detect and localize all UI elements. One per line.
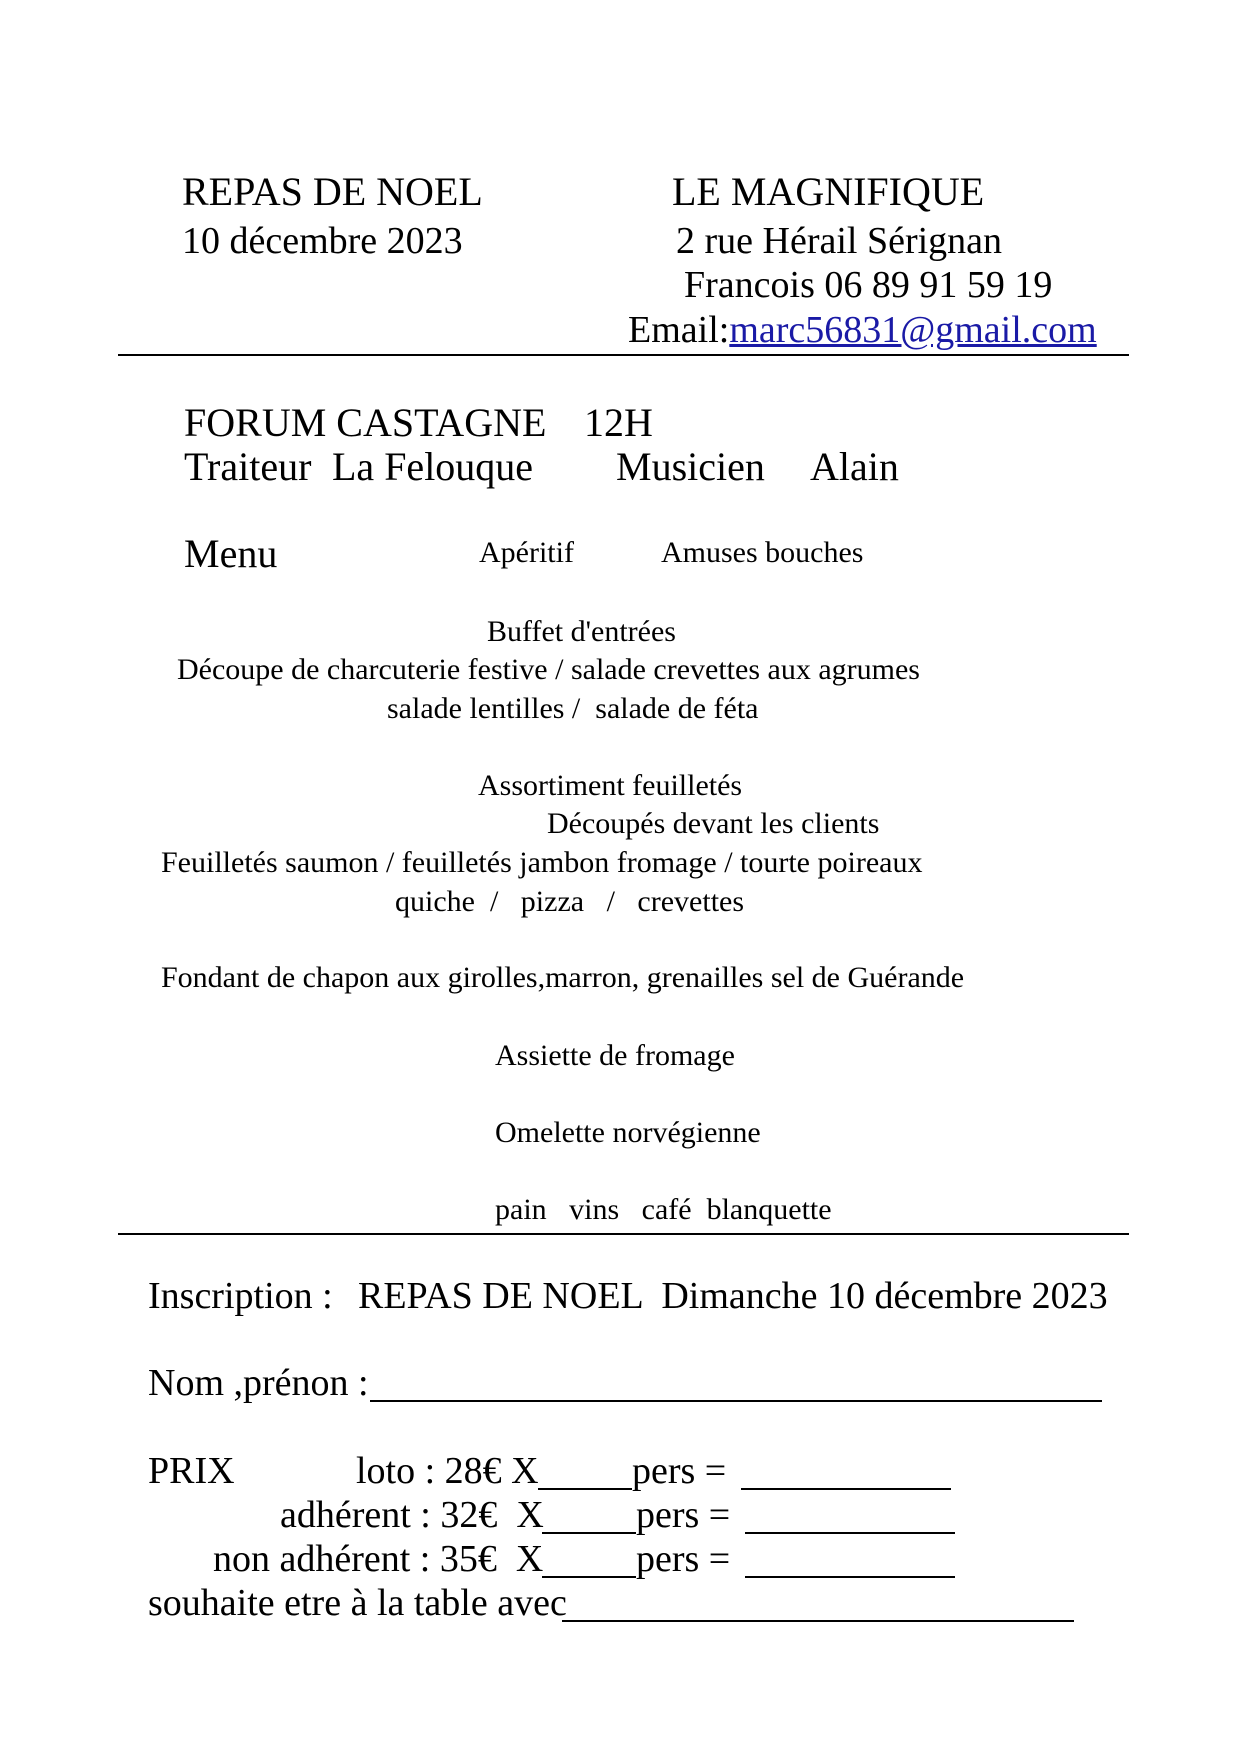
price-row-member-count-field[interactable] (542, 1532, 636, 1534)
price-row-loto-pers: pers = (632, 1450, 727, 1492)
divider-bottom (118, 1233, 1129, 1235)
assortment-subtitle: Découpés devant les clients (547, 807, 880, 840)
caterer-label: Traiteur (184, 444, 312, 489)
venue-address: 2 rue Hérail Sérignan (676, 220, 1003, 262)
menu-amuses: Amuses bouches (661, 536, 864, 569)
assortment-line-2: quiche / pizza / crevettes (395, 885, 745, 918)
price-row-nonmember-count-field[interactable] (542, 1576, 636, 1578)
venue-name: LE MAGNIFIQUE (672, 169, 985, 214)
inscription-label: Inscription : (148, 1275, 333, 1317)
name-label: Nom ,prénon : (148, 1362, 369, 1404)
name-field[interactable] (370, 1400, 1102, 1402)
price-row-loto-label: loto : 28€ X (356, 1450, 539, 1492)
table-preference-label: souhaite etre à la table avec (148, 1582, 567, 1624)
dessert-course: Omelette norvégienne (495, 1116, 761, 1149)
cheese-course: Assiette de fromage (495, 1039, 735, 1072)
buffet-line-2: salade lentilles / salade de féta (387, 692, 759, 725)
musician-label: Musicien (616, 444, 765, 489)
buffet-title: Buffet d'entrées (487, 615, 676, 648)
caterer-name: La Felouque (332, 444, 534, 489)
assortment-title: Assortiment feuilletés (478, 769, 743, 802)
event-date: 10 décembre 2023 (182, 220, 463, 262)
assortment-line-1: Feuilletés saumon / feuilletés jambon fromage / tourte poireaux (161, 846, 923, 879)
email-line (628, 311, 1097, 349)
musician-name: Alain (810, 444, 899, 489)
price-row-member-pers: pers = (636, 1494, 731, 1536)
start-time: 12H (584, 400, 653, 445)
table-preference-field[interactable] (562, 1620, 1074, 1622)
price-row-member-label: adhérent : 32€ X (280, 1494, 544, 1536)
price-row-nonmember-label: non adhérent : 35€ X (213, 1538, 544, 1580)
price-row-loto-count-field[interactable] (538, 1488, 632, 1490)
price-row-member-total-field[interactable] (745, 1532, 955, 1534)
inscription-text: REPAS DE NOEL Dimanche 10 décembre 2023 (358, 1275, 1108, 1317)
price-row-nonmember-total-field[interactable] (745, 1576, 955, 1578)
main-course: Fondant de chapon aux girolles,marron, grenailles sel de Guérande (161, 961, 965, 994)
price-row-loto-total-field[interactable] (741, 1488, 951, 1490)
divider-top (118, 354, 1129, 356)
email-link[interactable]: marc56831@gmail.com (729, 309, 1097, 351)
contact-phone: Francois 06 89 91 59 19 (684, 264, 1053, 306)
menu-extras: pain vins café blanquette (495, 1193, 832, 1226)
buffet-line-1: Découpe de charcuterie festive / salade crevettes aux agrumes (177, 653, 920, 686)
event-title: REPAS DE NOEL (182, 169, 483, 214)
price-row-nonmember-pers: pers = (636, 1538, 731, 1580)
location: FORUM CASTAGNE (184, 400, 547, 445)
menu-heading: Menu (184, 531, 278, 576)
menu-aperitif: Apéritif (479, 536, 574, 569)
email-label: Email: (628, 309, 730, 351)
price-label: PRIX (148, 1450, 235, 1492)
